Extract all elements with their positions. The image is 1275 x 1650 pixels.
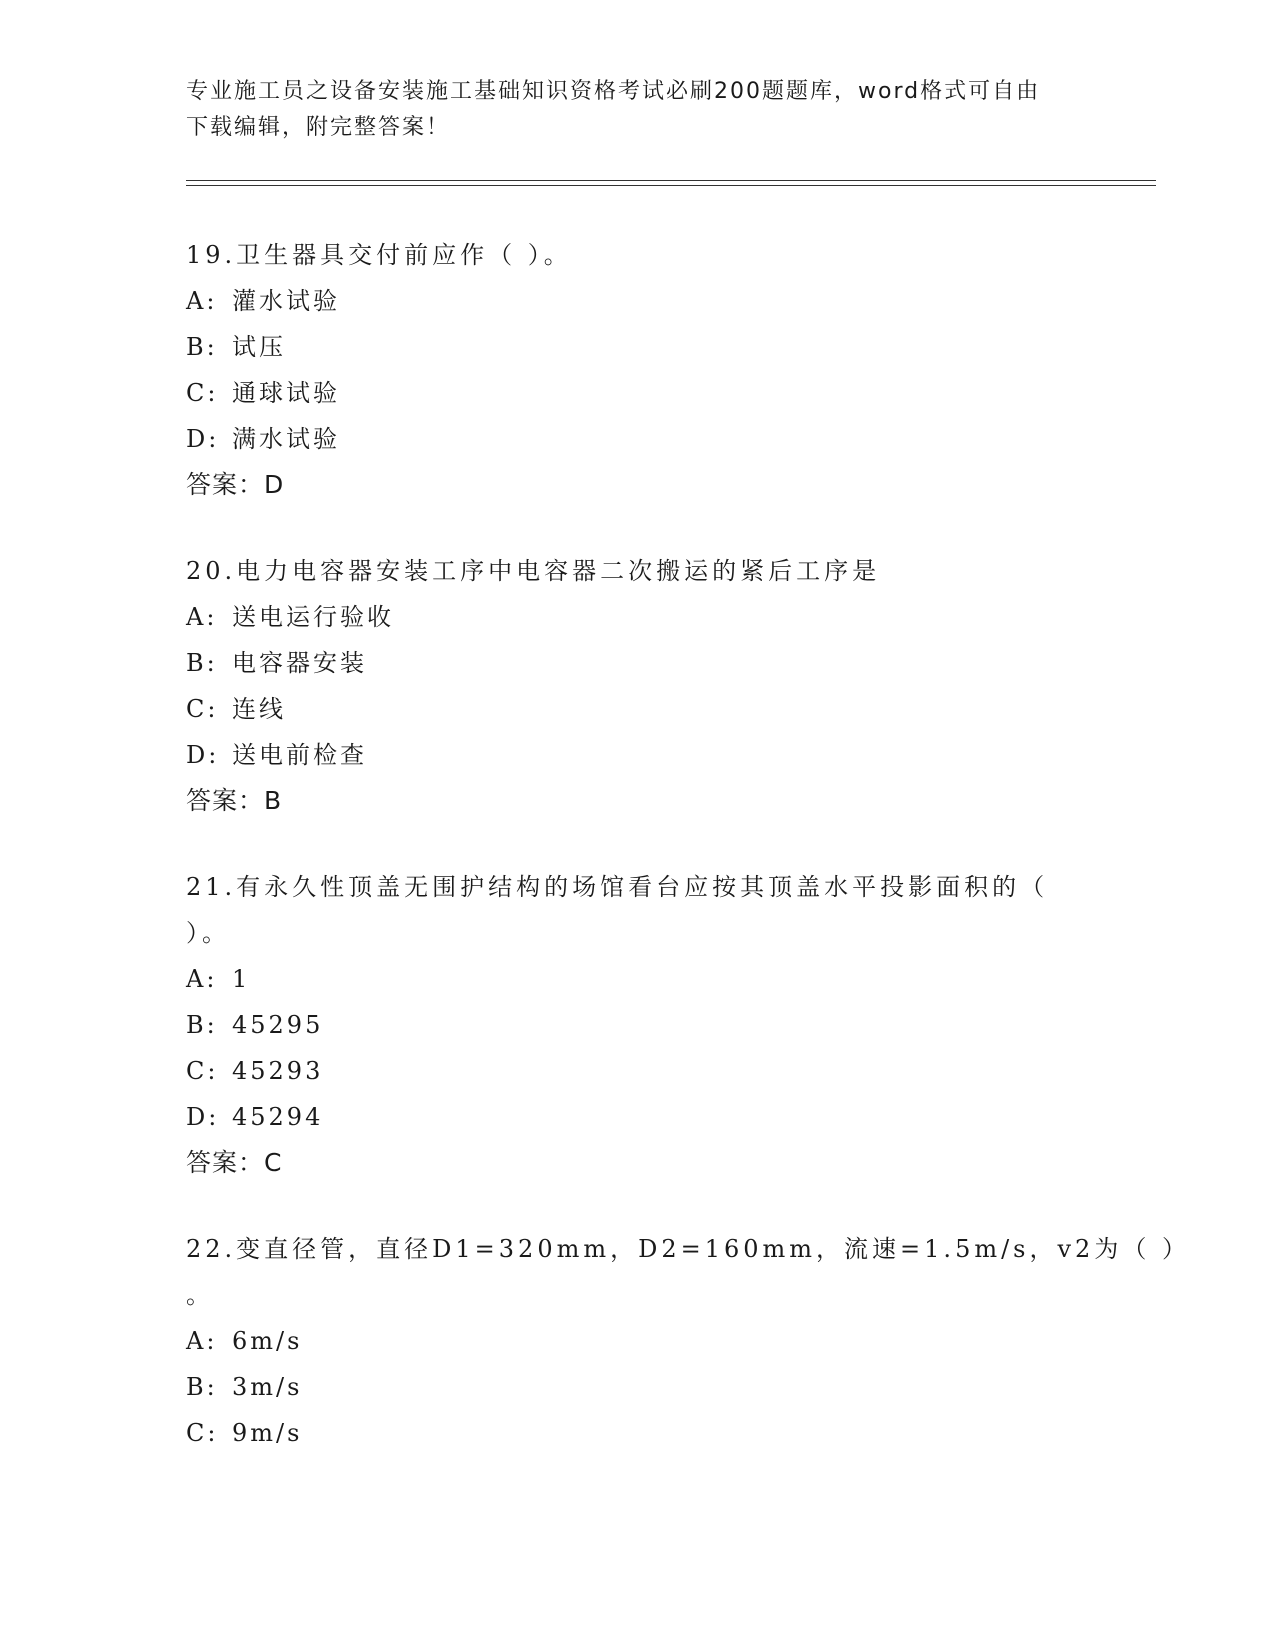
- option-d: [186, 416, 1086, 462]
- question-stem: 19.卫生器具交付前应作（ ）。: [186, 241, 572, 269]
- question-19: [186, 232, 1086, 508]
- option-c: [186, 686, 1086, 732]
- option-b: [186, 640, 1086, 686]
- option-b: [186, 1364, 1086, 1410]
- option-d: [186, 1094, 1086, 1140]
- option-letter: D:: [186, 1103, 220, 1131]
- option-c: [186, 370, 1086, 416]
- header-divider-top: [186, 180, 1156, 181]
- question-stem: 21.有永久性顶盖无围护结构的场馆看台应按其顶盖水平投影面积的（: [186, 873, 1049, 901]
- option-letter: A:: [186, 603, 218, 631]
- option-text: 45294: [232, 1103, 324, 1131]
- option-a: [186, 278, 1086, 324]
- option-text: 45295: [232, 1011, 324, 1039]
- option-text: 9m/s: [232, 1419, 303, 1447]
- option-text: 送电运行验收: [232, 603, 394, 631]
- question-21: [186, 864, 1086, 1186]
- header-divider-bottom: [186, 185, 1156, 186]
- option-letter: C:: [186, 695, 219, 723]
- question-20: [186, 548, 1086, 824]
- option-letter: D:: [186, 425, 220, 453]
- answer-line: 答案：C: [186, 1148, 283, 1177]
- header-line-2: 下载编辑，附完整答案！: [186, 115, 451, 140]
- option-text: 通球试验: [232, 379, 340, 407]
- question-stem-continued: ）。: [186, 919, 230, 947]
- option-letter: B:: [186, 649, 218, 677]
- option-c: [186, 1410, 1086, 1456]
- header-line-1: 专业施工员之设备安装施工基础知识资格考试必刷200题题库，word格式可自由: [186, 79, 1041, 104]
- option-letter: D:: [186, 741, 220, 769]
- option-letter: C:: [186, 379, 219, 407]
- option-a: [186, 1318, 1086, 1364]
- option-letter: A:: [186, 287, 218, 315]
- question-stem: 20.电力电容器安装工序中电容器二次搬运的紧后工序是: [186, 557, 881, 585]
- option-text: 3m/s: [232, 1373, 303, 1401]
- option-text: 连线: [232, 695, 286, 723]
- option-b: [186, 324, 1086, 370]
- option-b: [186, 1002, 1086, 1048]
- option-d: [186, 732, 1086, 778]
- option-text: 6m/s: [232, 1327, 303, 1355]
- option-letter: B:: [186, 333, 218, 361]
- question-stem: 22.变直径管，直径D1=320mm，D2=160mm，流速=1.5m/s，v2为（ ）: [186, 1235, 1190, 1263]
- question-22: [186, 1226, 1190, 1456]
- option-text: 1: [232, 965, 251, 993]
- option-text: 灌水试验: [232, 287, 340, 315]
- option-a: [186, 956, 1086, 1002]
- option-letter: B:: [186, 1011, 218, 1039]
- answer-line: 答案：D: [186, 470, 285, 499]
- option-letter: A:: [186, 1327, 218, 1355]
- option-text: 电容器安装: [232, 649, 367, 677]
- option-letter: B:: [186, 1373, 218, 1401]
- option-a: [186, 594, 1086, 640]
- option-letter: A:: [186, 965, 218, 993]
- option-text: 试压: [232, 333, 286, 361]
- option-text: 满水试验: [232, 425, 340, 453]
- option-text: 45293: [232, 1057, 324, 1085]
- document-header: [186, 74, 1086, 146]
- option-letter: C:: [186, 1419, 219, 1447]
- option-letter: C:: [186, 1057, 219, 1085]
- question-stem-continued: 。: [186, 1281, 214, 1309]
- option-text: 送电前检查: [232, 741, 367, 769]
- option-c: [186, 1048, 1086, 1094]
- answer-line: 答案：B: [186, 786, 283, 815]
